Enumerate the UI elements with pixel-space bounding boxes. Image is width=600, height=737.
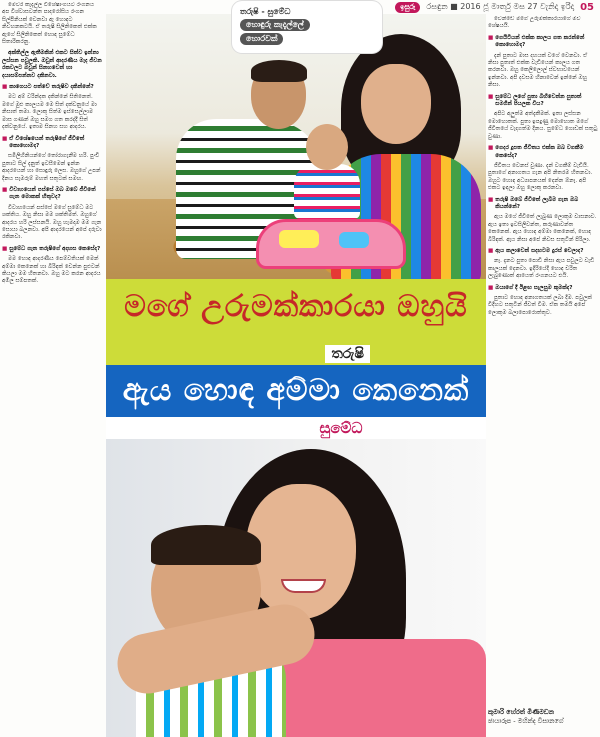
headline-title: මගේ උරුමක්කාරයා ඔහුයි: [124, 289, 468, 324]
answer: නෑ. දැනට පුතා පොඩි නිසා ඇය පවුලට වැඩි කාලයක් දෙනවා. ඉදිරියේදී හොඳ චරිත ලැබුණොත් ආයෙත් රංගනයට එයි.: [488, 258, 595, 280]
brand-badge: ඉසුරු: [395, 2, 420, 13]
intro-bold-paragraph: අක්තිල්ල ඇතීමකින් එකට සිත්ව ඉන්නා ලස්සන පවුලකි. ඔවුන් ආදරණීය මැද ජීවන රකවලට ඔවුන් සිනහවෙන් හා දයාසම්පන්නව දකිනවා.: [2, 50, 102, 79]
nametag-line1: තරුෂි - සුමේධ: [240, 7, 291, 16]
answer: දැන් පුතාට මාස දහයක් වගේ වෙනවා. ඒ නිසා පුතාත් එක්ක වැඩියෙන් කාලය ගත කරනවා. ඔහු කෙලිලොල් ස්වභාවයෙන් ඉන්නවා. අපි දවසම හිනාවෙන් ඉන්නේ ඔහු නිසා.: [488, 52, 588, 89]
headline-banner: [106, 279, 486, 365]
question: ■ ඔයාගේ දී ඊළඟ සැලසුම කුමක්ද?: [488, 284, 573, 291]
bullet-icon: ■: [2, 135, 8, 142]
family-photo: [106, 14, 486, 279]
bullet-icon: ■: [488, 247, 494, 254]
nametag-line2: හොඳුරු කැදැල්ලේ: [240, 19, 310, 31]
answer: මට අම් වරින්දක දකින්නේ සිතිනෙත්. මගේ මුළු කාලයම මෙ සිත් දක්වනුයේ මා නිසාත් තමා. ලොකු සිත්ම ඉස්සෙල්ලාම මාස ගණන් ඔහු සමග ගත කරද්දී සිත් දක්වනුයේ. ඉතාම සිනහ සහ ආදරය.: [2, 94, 97, 131]
question: ■ තරුෂි ඔබේ ජීවිතේ ලැබීම ගැන ඔබ කියන්නේ?: [488, 196, 579, 210]
answer: විවාහයෙන් පස්සේ මගේ සුමේධ මට ශක්තිය. ඔහු නිසා මම ශක්තිමත්. ඔහුගේ ආදරය හරි ලස්සනයි. ඔහු හැමදාම මම ගැන සොයා බලනවා. අපි ආදරයෙන් අපේ දරුවා රකිනවා.: [2, 204, 102, 241]
bullet-icon: ■: [488, 34, 494, 41]
baby-walker: [256, 219, 406, 269]
question: ■ ඇය කලාවෙන් සදහටම දුරස් වෙලාද?: [488, 247, 584, 254]
question: ■ විවාහයෙන් පස්සේ ඔබ ඔබේ ජීවිතේ ගැන මොකක් හිතුවද?: [2, 186, 96, 201]
bullet-icon: ■: [2, 186, 8, 193]
article-byline: [488, 708, 598, 736]
nametag-line3: හොරවක්: [240, 33, 283, 45]
subheadline-title: ඇය හොඳ අම්මා කෙනෙක්: [122, 373, 470, 408]
question: ■ කාගෙයට පත්වේ තරුෂිව දකින්නේ?: [2, 84, 94, 91]
question: ■ ගෙදර දූපත ජීවිතය එක්ක ඔබ වගකීම කෙසේද?: [488, 145, 584, 159]
question: ■ සුමේධ ගැන තරුෂිගේ අදහස කෙසේද?: [2, 245, 101, 252]
bullet-icon: ■: [2, 245, 8, 252]
subheadline-banner: [106, 365, 486, 439]
question: ■ සුමේධ ලගේ පුතා බිහිවෙන්න පුතාත් සමගින් පියලක විය?: [488, 93, 582, 108]
issue-date: රසඳුන ■ 2016 ජූ මාර්තු මස 27 වැනිදා ඉරිදා: [426, 2, 575, 11]
intro-paragraph: වෙන්ඩේ මගේ උරුමක්කාරයාගේ මව ශේෂයයි.: [488, 16, 581, 30]
bullet-icon: ■: [488, 196, 494, 203]
name-tag: [232, 1, 382, 53]
question: ■ ගෙයිටියන් එක්ක කාලය ගත කරන්නේ කොහොමද?: [488, 34, 585, 49]
photographer-credit: ඡායාරූප - මහින්ද විසානගේ: [488, 717, 564, 725]
bullet-icon: ■: [488, 284, 494, 291]
answer: ජීවිතය වෙනස් වුණා. දැන් වගකීම් වැඩියි. පුතාගේ අනාගතය ගැන අපි නිතරම හිතනවා. ඔහුට හොඳ අධ්‍යාපනයක් දෙන්න ඕනෑ. අපි එකට ඉඳලා ඔහු ලොකු කරනවා.: [488, 162, 593, 192]
headline-byline: තරුෂි: [325, 345, 370, 363]
bullet-icon: ■: [488, 145, 494, 152]
bullet-icon: ■: [488, 93, 494, 100]
mother-baby-photo: [106, 439, 486, 737]
answer: ඇය මගේ ජීවිතේ ලැබුණ ලොකුම වාසනාව. ඇය ඉතා ඉවසිලිවන්ත, කරුණාවන්ත කෙනෙක්. ඇය හොඳ අම්මා කෙනෙක්, හොඳ බිරිඳක්. ඇය නිසා අපේ නිවස සතුටින් පිරිලා.: [488, 214, 597, 243]
bullet-icon: ■: [2, 84, 8, 91]
answer: සමිලිහිනියන්ගේ තෝරාගැනීම හරි. පුංචි පුතාට සිල් දැනුත් ඉවසීමෙන් ඉන්න ආදරයෙන් හා සොඳුරු ලෙස. ඔහුගේ උපන් දිනය සැමරුම් මහත් සතුටක් සමඟ.: [2, 153, 101, 182]
question: ■ ඒ විශේෂයෙන් තරුෂිගේ ජීවිතේ කොහොමද?: [2, 135, 85, 149]
subheadline-byline: සුමේධ: [319, 419, 363, 437]
left-column: [2, 2, 102, 735]
intro-paragraph: මෙවර කැදැල්ල විශේෂාංගයට රංගනය අප විශ්වාසවන්ත පාදරෝසිය රංගන සිල්පීනියක් වෙනවා ඇ හොඳට නිවහනකටයි. ඒ තරුෂි සිලිනිකෙත් එක්ක ඇගේ සිලිනිකෙත් හොඳ සුමේධ සිතාරිකරනු.: [2, 2, 97, 46]
right-column: [488, 16, 598, 706]
answer: අපිට අලුත්ම අත්දැකීමක්. ඉතා ලස්සන මොහොතක්. පුතා ඉපදුණු මොහොත මගේ ජීවිතයේ වැදගත්ම දිනය. සුමේධ ගොඩක් සතුටු වුණා.: [488, 111, 598, 140]
author-name: කුමාරි හේරත් මිණිමඩන: [488, 708, 555, 716]
page-number: 05: [580, 1, 594, 13]
answer: මම හොඳ ආදරණීය පෙම්වතියක් මෙන් අම්මා කෙනෙක් හා බිරිඳක් වෙන්න පුළුවන් කියලා මම හිතනවා. ඔහු මට කරන ආදරය අමිල සම්පතක්.: [2, 256, 101, 285]
baby-figure: [286, 124, 366, 224]
answer: පුතාට හොඳ අනාගතයක් ලබා දීම. පවුලක් විදිහට සතුටින් ජීවත් වීම. ඒක තමයි අපේ ලොකුම බලාපොරොත්තුව.: [488, 295, 592, 316]
